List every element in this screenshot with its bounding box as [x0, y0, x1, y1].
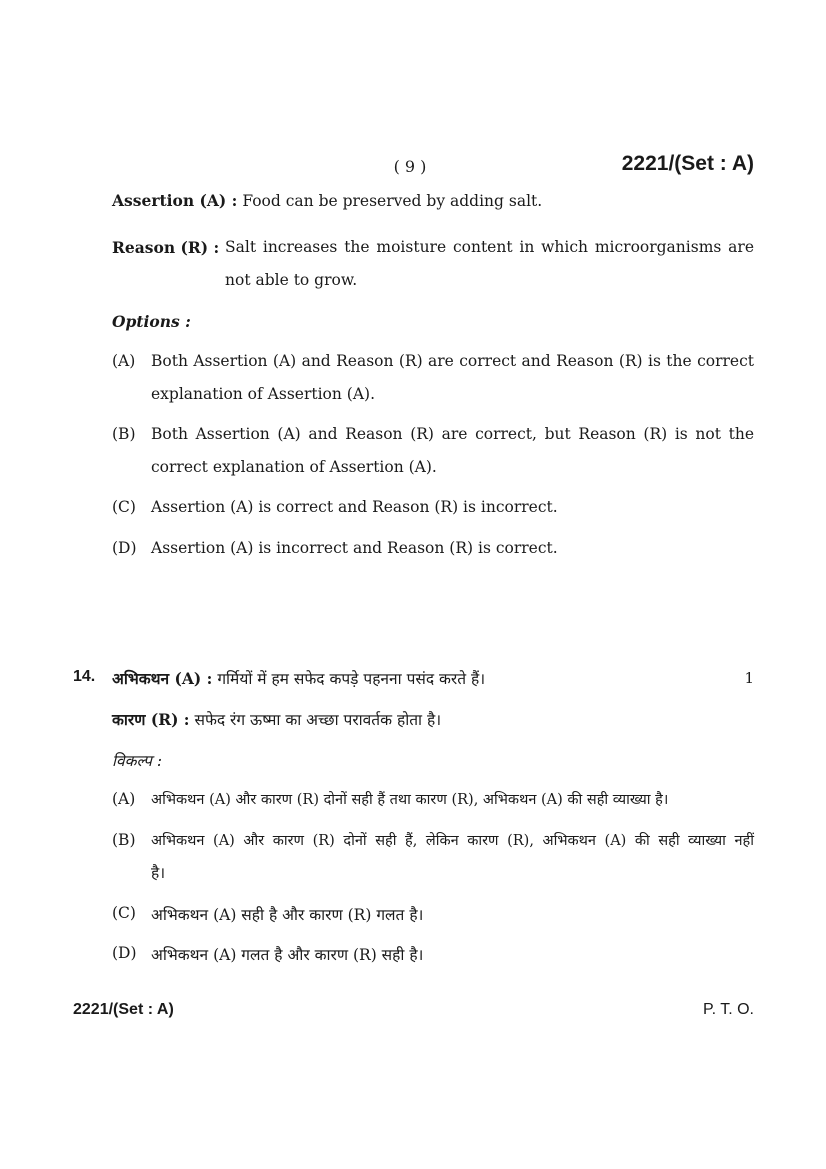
q13-assertion [112, 184, 754, 218]
q13-option-a-line1: Both Assertion (A) and Reason (R) are correct and Reason (R) is the correct [151, 352, 754, 370]
q13-reason-label: Reason (R) : [112, 238, 220, 257]
q14-option-d-letter: (D) [112, 944, 137, 962]
q13-option-b-letter: (B) [112, 425, 136, 443]
q13-option-c-letter: (C) [112, 498, 136, 516]
q13-option-a-line2: explanation of Assertion (A). [151, 385, 376, 403]
q14-assertion-text: गर्मियों में हम सफेद कपड़े पहनना पसंद करते हैं। [217, 670, 486, 688]
q13-option-d-letter: (D) [112, 539, 137, 557]
page-number: ( 9 ) [393, 157, 427, 176]
q14-option-d-line1: अभिकथन (A) गलत है और कारण (R) सही है। [151, 946, 424, 964]
q14-option-c-letter: (C) [112, 904, 136, 922]
q13-reason-line2: not able to grow. [225, 271, 358, 289]
q14-number: 14. [73, 668, 96, 685]
q14-option-a-letter: (A) [112, 790, 136, 808]
q14-assertion-label: अभिकथन (A) : [112, 669, 213, 688]
set-code-header: 2221/(Set : A) [621, 152, 754, 175]
q14-reason-text: सफेद रंग ऊष्मा का अच्छा परावर्तक होता है। [194, 711, 442, 729]
q13-option-b-line2: correct explanation of Assertion (A). [151, 458, 437, 476]
q14-assertion [112, 667, 672, 689]
q14-reason [112, 708, 752, 730]
q14-option-a-line1: अभिकथन (A) और कारण (R) दोनों सही हैं तथा कारण (R), अभिकथन (A) की सही व्याख्या है। [151, 792, 669, 808]
q13-option-c-line1: Assertion (A) is correct and Reason (R) is incorrect. [151, 498, 558, 516]
q13-option-d-line1: Assertion (A) is incorrect and Reason (R) is correct. [151, 539, 558, 557]
q14-reason-label: कारण (R) : [112, 710, 190, 729]
q14-option-b-line1: अभिकथन (A) और कारण (R) दोनों सही हैं, लेकिन कारण (R), अभिकथन (A) की सही व्याख्या नहीं [151, 833, 754, 849]
q14-marks: 1 [744, 669, 754, 687]
q14-option-c-line1: अभिकथन (A) सही है और कारण (R) गलत है। [151, 906, 424, 924]
q13-reason-line1: Salt increases the moisture content in which microorganisms are [225, 238, 754, 256]
q13-options-heading: Options : [112, 312, 191, 331]
q14-options-heading: विकल्प : [112, 752, 163, 770]
pto-label: P. T. O. [703, 1001, 754, 1018]
q14-option-b-letter: (B) [112, 831, 136, 849]
q13-assertion-text: Food can be preserved by adding salt. [242, 192, 543, 210]
q14-option-b-line2: है। [151, 864, 166, 882]
set-code-footer: 2221/(Set : A) [73, 1001, 174, 1018]
q13-option-a-letter: (A) [112, 352, 136, 370]
q13-assertion-label: Assertion (A) : [112, 191, 238, 210]
q13-option-b-line1: Both Assertion (A) and Reason (R) are correct, but Reason (R) is not the [151, 425, 754, 443]
